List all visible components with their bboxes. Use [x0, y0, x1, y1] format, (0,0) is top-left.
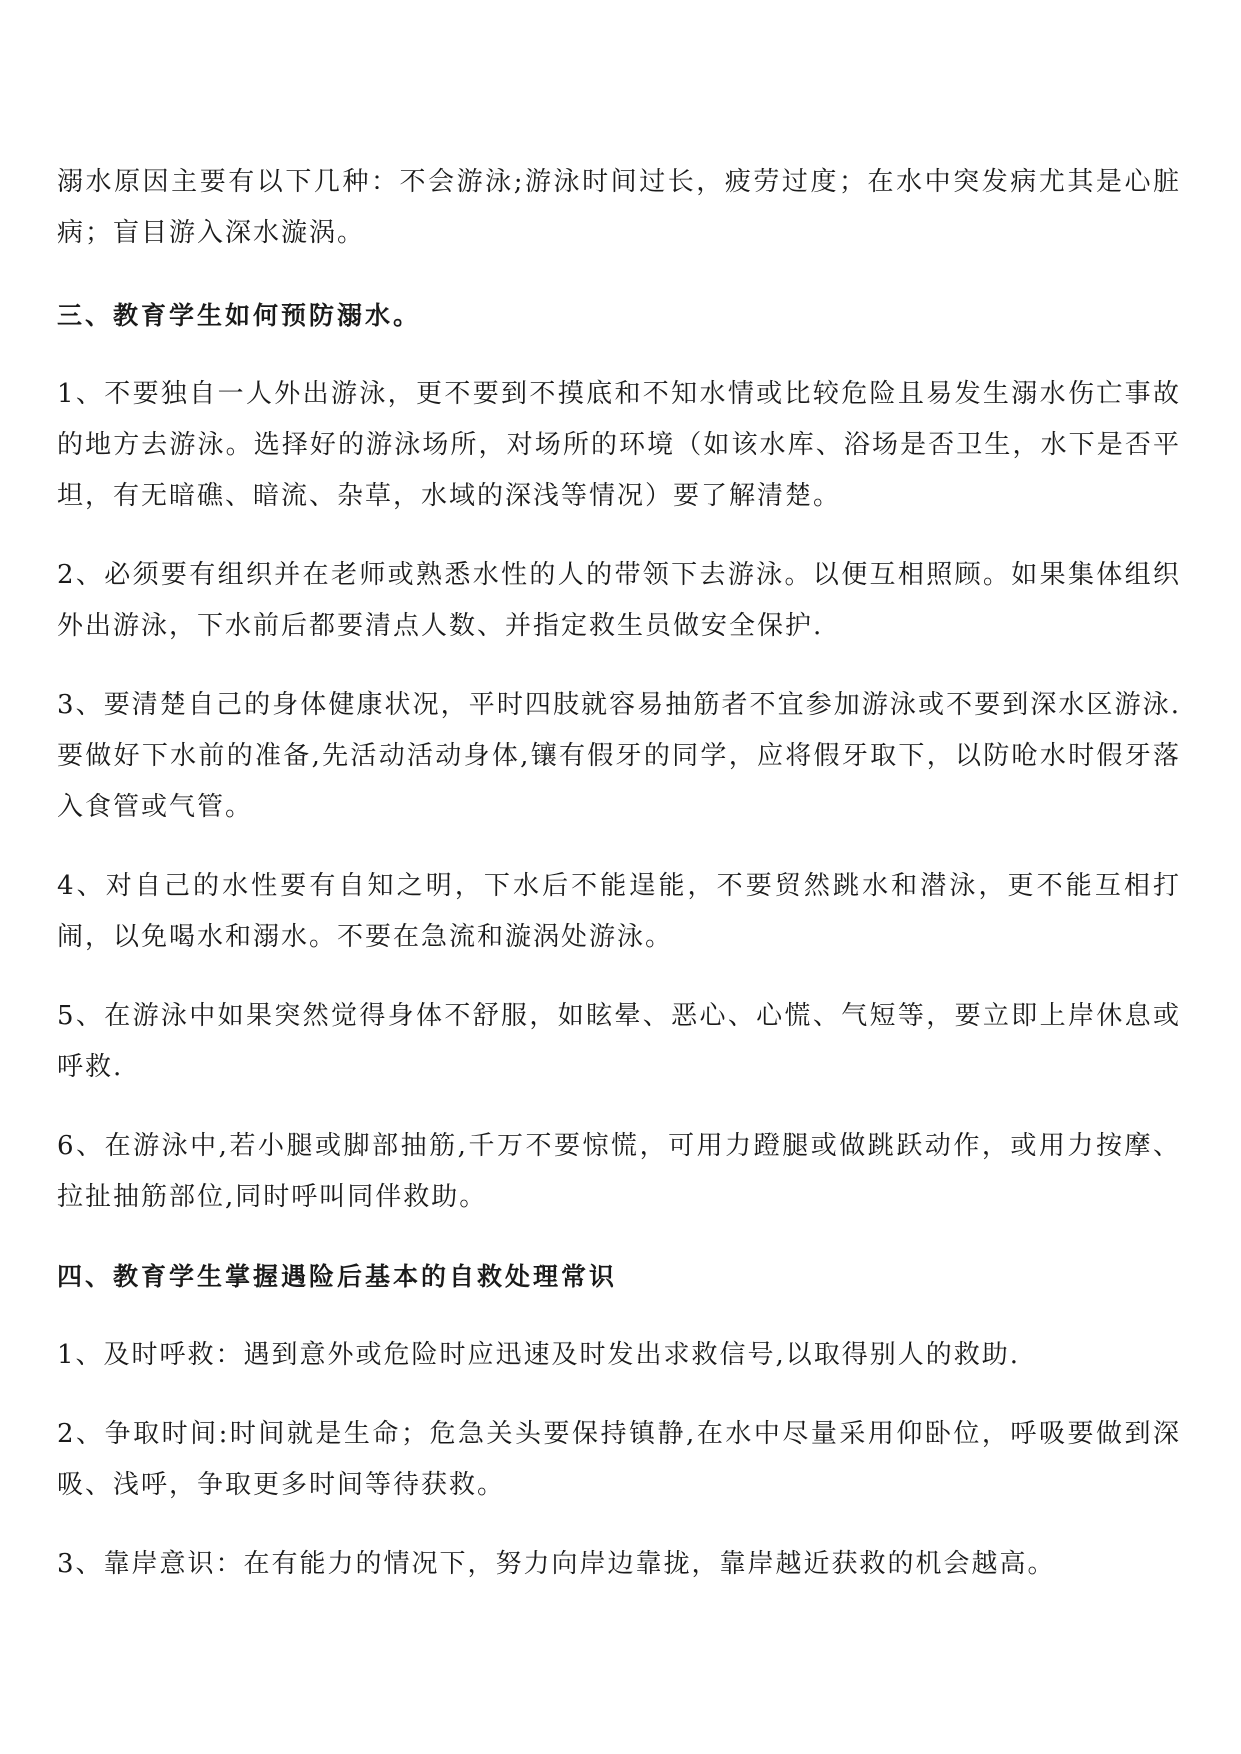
prevention-item-6: 6、在游泳中,若小腿或脚部抽筋,千万不要惊慌，可用力蹬腿或做跳跃动作，或用力按摩、拉扯抽筋部位,同时呼叫同伴救助。: [57, 1131, 1181, 1212]
self-rescue-item-2: 2、争取时间:时间就是生命；危急关头要保持镇静,在水中尽量采用仰卧位，呼吸要做到深吸、浅呼，争取更多时间等待获救。: [57, 1419, 1181, 1500]
prevention-item-4: 4、对自己的水性要有自知之明，下水后不能逞能，不要贸然跳水和潜泳，更不能互相打闹，以免喝水和溺水。不要在急流和漩涡处游泳。: [57, 871, 1181, 952]
paragraph-drowning-causes: 溺水原因主要有以下几种：不会游泳;游泳时间过长，疲劳过度；在水中突发病尤其是心脏病；盲目游入深水漩涡。: [57, 167, 1181, 248]
prevention-item-3: 3、要清楚自己的身体健康状况，平时四肢就容易抽筋者不宜参加游泳或不要到深水区游泳.要做好下水前的准备,先活动活动身体,镶有假牙的同学，应将假牙取下，以防呛水时假牙落入食管或气管。: [57, 690, 1181, 822]
section-heading-self-rescue: 四、教育学生掌握遇险后基本的自救处理常识: [57, 1262, 618, 1291]
self-rescue-item-1: 1、及时呼救：遇到意外或危险时应迅速及时发出求救信号,以取得别人的救助.: [57, 1340, 1021, 1370]
prevention-item-5: 5、在游泳中如果突然觉得身体不舒服，如眩晕、恶心、心慌、气短等，要立即上岸休息或呼救.: [57, 1001, 1181, 1082]
self-rescue-item-3: 3、靠岸意识：在有能力的情况下，努力向岸边靠拢，靠岸越近获救的机会越高。: [57, 1549, 1056, 1579]
prevention-item-2: 2、必须要有组织并在老师或熟悉水性的人的带领下去游泳。以便互相照顾。如果集体组织外出游泳，下水前后都要清点人数、并指定救生员做安全保护.: [57, 560, 1181, 641]
section-heading-prevention: 三、教育学生如何预防溺水。: [57, 301, 422, 330]
prevention-item-1: 1、不要独自一人外出游泳，更不要到不摸底和不知水情或比较危险且易发生溺水伤亡事故的地方去游泳。选择好的游泳场所，对场所的环境（如该水库、浴场是否卫生，水下是否平坦，有无暗礁、暗流、杂草，水域的深浅等情况）要了解清楚。: [57, 379, 1181, 511]
